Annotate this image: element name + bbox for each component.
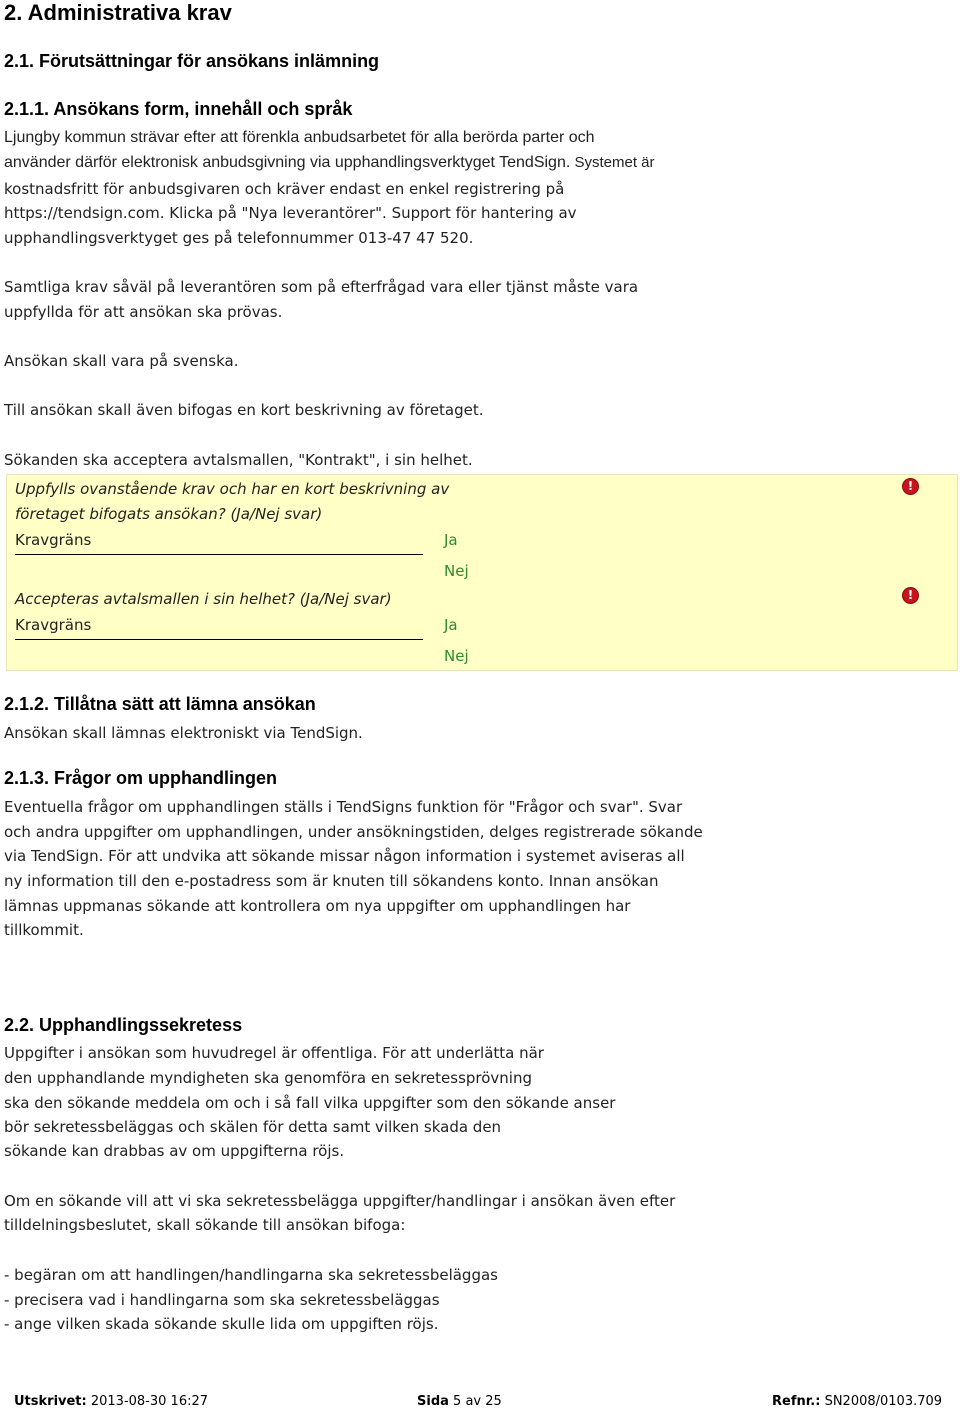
paragraph-line: Till ansökan skall även bifogas en kort beskrivning av företaget. — [4, 401, 484, 419]
heading-212: 2.1.2. Tillåtna sätt att lämna ansökan — [4, 694, 316, 714]
paragraph-line: Samtliga krav såväl på leverantören som på efterfrågad vara eller tjänst måste vara — [4, 278, 639, 296]
paragraph-line: uppfyllda för att ansökan ska prövas. — [4, 303, 283, 321]
paragraph-line: Om en sökande vill att vi ska sekretessbelägga uppgifter/handlingar i ansökan även efter — [4, 1192, 676, 1210]
section-heading: 2. Administrativa krav — [4, 0, 232, 25]
footer-printed-value: 2013-08-30 16:27 — [86, 1394, 209, 1409]
footer-page-value: 5 av 25 — [448, 1394, 502, 1409]
paragraph-line: Eventuella frågor om upphandlingen ställs i TendSigns funktion för "Frågor och svar". Svar — [4, 798, 683, 816]
paragraph-line: tillkommit. — [4, 921, 84, 939]
paragraph-line: kostnadsfritt för anbudsgivaren och kräver endast en enkel registrering på — [4, 180, 565, 198]
paragraph-line: https://tendsign.com. Klicka på "Nya leverantörer". Support för hantering av — [4, 204, 577, 222]
footer-printed-label: Utskrivet: — [14, 1394, 87, 1409]
requirement-limit-label: Kravgräns — [15, 616, 92, 634]
requirement-question: Uppfylls ovanstående krav och har en kort beskrivning av — [15, 480, 450, 498]
list-item: - ange vilken skada sökande skulle lida om uppgiften röjs. — [4, 1315, 439, 1333]
limit-line — [15, 639, 423, 640]
paragraph-line: Ansökan skall lämnas elektroniskt via TendSign. — [4, 724, 363, 742]
warning-icon: ! — [903, 588, 918, 603]
footer-ref — [772, 1394, 942, 1409]
paragraph-line: Ansökan skall vara på svenska. — [4, 352, 239, 370]
option-nej[interactable]: Nej — [444, 647, 469, 665]
heading-22: 2.2. Upphandlingssekretess — [4, 1015, 243, 1035]
list-item: - begäran om att handlingen/handlingarna ska sekretessbeläggas — [4, 1266, 498, 1284]
option-ja[interactable]: Ja — [444, 531, 458, 549]
footer-printed — [14, 1394, 208, 1409]
paragraph-line: upphandlingsverktyget ges på telefonnummer 013-47 47 520. — [4, 229, 474, 247]
paragraph-text: använder därför elektronisk anbudsgivning via upphandlingsverktyget TendSign. — [4, 154, 571, 171]
footer-page-label: Sida — [417, 1394, 449, 1409]
warning-icon: ! — [903, 479, 918, 494]
paragraph-line: lämnas uppmanas sökande att kontrollera om nya uppgifter om upphandlingen har — [4, 897, 631, 915]
subsection-heading: 2.1. Förutsättningar för ansökans inlämning — [4, 51, 380, 71]
requirement-question: Accepteras avtalsmallen i sin helhet? (Ja/Nej svar) — [15, 590, 392, 608]
requirement-limit-label: Kravgräns — [15, 531, 92, 549]
option-nej[interactable]: Nej — [444, 562, 469, 580]
paragraph-line — [4, 154, 655, 172]
paragraph-line: den upphandlande myndigheten ska genomföra en sekretessprövning — [4, 1069, 532, 1087]
requirement-question: företaget bifogats ansökan? (Ja/Nej svar) — [15, 505, 323, 523]
heading-213: 2.1.3. Frågor om upphandlingen — [4, 768, 278, 788]
list-item: - precisera vad i handlingarna som ska sekretessbeläggas — [4, 1291, 440, 1309]
footer-page — [417, 1394, 502, 1409]
limit-line — [15, 554, 423, 555]
requirement-box — [6, 474, 958, 671]
paragraph-line: Sökanden ska acceptera avtalsmallen, "Kontrakt", i sin helhet. — [4, 451, 473, 469]
paragraph-line: tilldelningsbeslutet, skall sökande till ansökan bifoga: — [4, 1216, 406, 1234]
paragraph-text: Systemet är — [570, 154, 655, 171]
paragraph-line: Ljungby kommun strävar efter att förenkla anbudsarbetet för alla berörda parter och — [4, 129, 595, 146]
paragraph-line: Uppgifter i ansökan som huvudregel är offentliga. För att underlätta när — [4, 1044, 544, 1062]
paragraph-line: via TendSign. För att undvika att sökande missar någon information i systemet aviseras all — [4, 847, 685, 865]
footer-ref-label: Refnr.: — [772, 1394, 821, 1409]
option-ja[interactable]: Ja — [444, 616, 458, 634]
heading-211: 2.1.1. Ansökans form, innehåll och språk — [4, 99, 353, 119]
paragraph-line: bör sekretessbeläggas och skälen för detta samt vilken skada den — [4, 1118, 502, 1136]
footer-ref-value: SN2008/0103.709 — [820, 1394, 943, 1409]
paragraph-line: sökande kan drabbas av om uppgifterna röjs. — [4, 1142, 345, 1160]
paragraph-line: ny information till den e-postadress som är knuten till sökandens konto. Innan ansökan — [4, 872, 659, 890]
paragraph-line: och andra uppgifter om upphandlingen, under ansökningstiden, delges registrerade sökande — [4, 823, 703, 841]
paragraph-line: ska den sökande meddela om och i så fall vilka uppgifter som den sökande anser — [4, 1094, 616, 1112]
